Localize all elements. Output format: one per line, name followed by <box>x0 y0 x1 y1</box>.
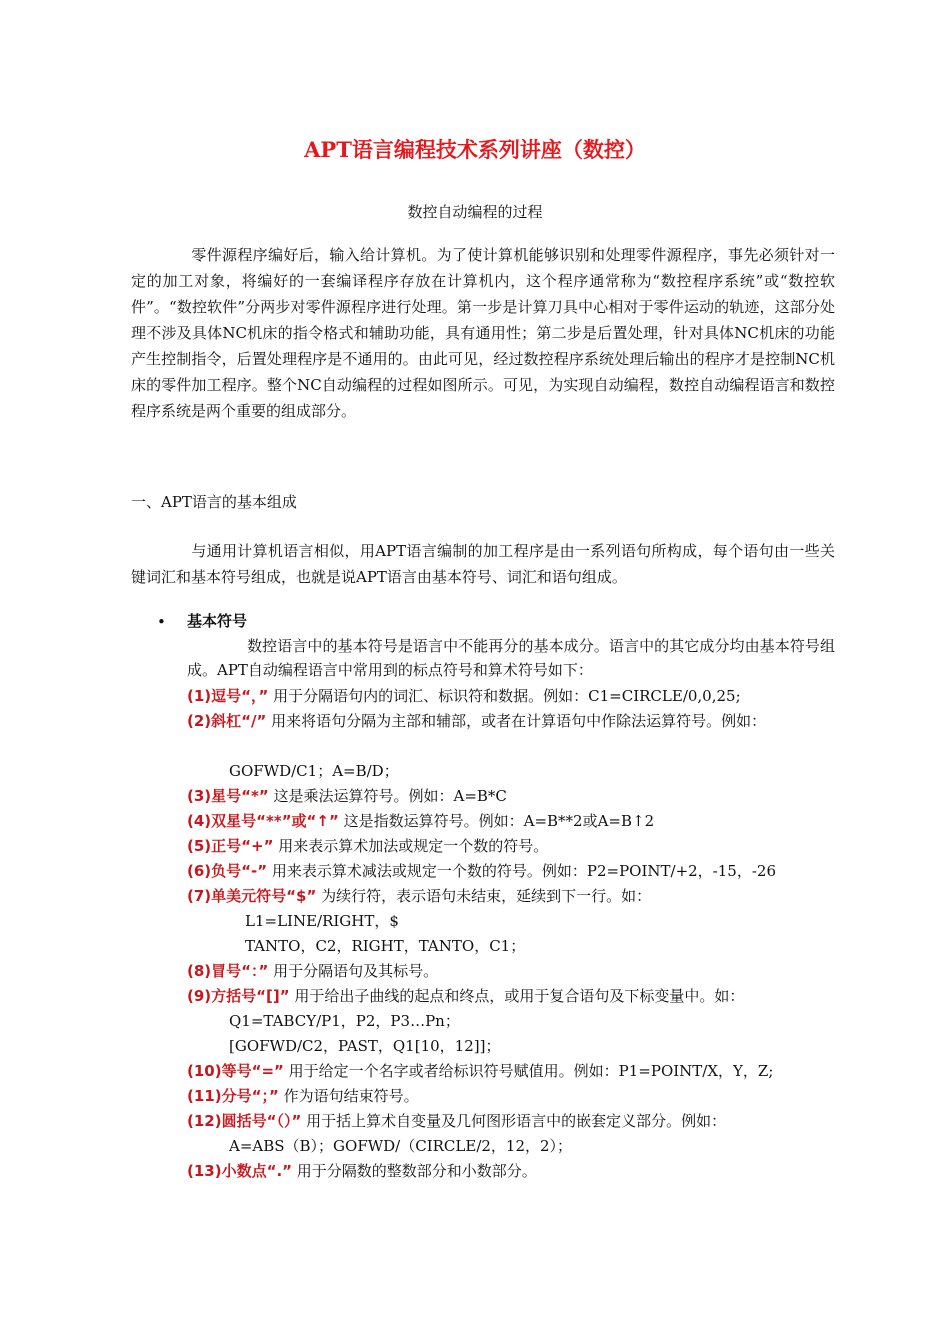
symbol-desc: 作为语句结束符号。 <box>278 1087 419 1105</box>
symbol-item <box>187 686 741 706</box>
symbols-intro-text: 数控语言中的基本符号是语言中不能再分的基本成分。语言中的其它成分均由基本符号组成。APT自动编程语言中常用到的标点符号和算术符号如下： <box>187 637 835 679</box>
symbol-item <box>187 711 766 731</box>
symbol-item <box>187 1161 537 1181</box>
symbol-item <box>187 836 548 856</box>
symbol-desc: 用来将语句分隔为主部和辅部，或者在计算语句中作除法运算符号。例如： <box>266 712 767 730</box>
symbol-label: (9)方括号“[]” <box>187 987 290 1005</box>
symbol-item <box>187 886 651 906</box>
code-line: [GOFWD/C2，PAST，Q1[10，12]]； <box>229 1037 501 1055</box>
section-paragraph <box>131 538 835 590</box>
symbol-desc: 用来表示算术减法或规定一个数的符号。例如：P2=POINT/+2，-15，-26 <box>267 862 776 880</box>
symbol-desc: 这是指数运算符号。例如：A=B**2或A=B↑2 <box>338 812 655 830</box>
document-subtitle: 数控自动编程的过程 <box>407 203 543 221</box>
bullet-dot: • <box>157 613 166 631</box>
symbol-item <box>187 861 776 881</box>
symbol-label: (13)小数点“.” <box>187 1162 293 1180</box>
symbol-item <box>187 1061 773 1081</box>
symbol-desc: 这是乘法运算符号。例如：A=B*C <box>268 787 507 805</box>
symbol-label: (11)分号“；” <box>187 1087 279 1105</box>
symbol-label: (8)冒号“：” <box>187 962 269 980</box>
symbol-label: (6)负号“-” <box>187 862 268 880</box>
symbol-desc: 用于分隔语句及其标号。 <box>268 962 439 980</box>
symbol-desc: 为续行符，表示语句未结束，延续到下一行。如： <box>316 887 652 905</box>
symbol-label: (10)等号“=” <box>187 1062 284 1080</box>
symbol-label: (4)双星号“**”或“↑” <box>187 812 339 830</box>
symbol-desc: 用于括上算术自变量及几何图形语言中的嵌套定义部分。例如： <box>301 1112 727 1130</box>
symbol-label: (12)圆括号“（）” <box>187 1112 302 1130</box>
symbol-desc: 用于给定一个名字或者给标识符号赋值用。例如：P1=POINT/X，Y，Z; <box>283 1062 774 1080</box>
symbol-item <box>187 811 654 831</box>
intro-text: 零件源程序编好后，输入给计算机。为了使计算机能够识别和处理零件源程序，事先必须针对一定的加工对象，将编好的一套编译程序存放在计算机内，这个程序通常称为“数控程序系统”或“数控软件”。“数控软件”分两步对零件源程序进行处理。第一步是计算刀具中心相对于零件运动的轨迹，这部分处理不涉及具体NC机床的指令格式和辅助功能，具有通用性；第二步是后置处理，针对具体NC机床的功能产生控制指令，后置处理程序是不通用的。由此可见，经过数控程序系统处理后输出的程序才是控制NC机床的零件加工程序。整个NC自动编程的过程如图所示。可见，为实现自动编程，数控自动编程语言和数控程序系统是两个重要的组成部分。 <box>131 246 835 420</box>
symbol-desc: 用来表示算术加法或规定一个数的符号。 <box>273 837 549 855</box>
symbol-item <box>187 786 507 806</box>
code-line: Q1=TABCY/P1，P2，P3…Pn； <box>229 1012 460 1030</box>
symbol-label: (5)正号“+” <box>187 837 274 855</box>
symbol-item <box>187 986 744 1006</box>
symbol-desc: 用于给出子曲线的起点和终点，或用于复合语句及下标变量中。如： <box>289 987 745 1005</box>
symbol-desc: 用于分隔语句内的词汇、标识符和数据。例如：C1=CIRCLE/0,0,25; <box>268 687 741 705</box>
symbol-desc: 用于分隔数的整数部分和小数部分。 <box>292 1162 537 1180</box>
symbol-item <box>187 1111 726 1131</box>
symbol-label: (7)单美元符号“$” <box>187 887 317 905</box>
bullet-label: 基本符号 <box>187 612 248 630</box>
symbol-label: (2)斜杠“/” <box>187 712 267 730</box>
intro-paragraph <box>131 242 835 424</box>
section-heading: 一、APT语言的基本组成 <box>131 493 297 511</box>
code-line: GOFWD/C1；A=B/D； <box>229 762 399 780</box>
code-line: TANTO，C2，RIGHT，TANTO，C1； <box>245 937 526 955</box>
code-line: L1=LINE/RIGHT，$ <box>245 912 399 930</box>
symbols-intro <box>187 634 835 682</box>
document-title: APT语言编程技术系列讲座（数控） <box>304 137 646 162</box>
symbol-item <box>187 1086 419 1106</box>
code-line: A=ABS（B）；GOFWD/（CIRCLE/2，12，2）； <box>229 1137 573 1155</box>
symbol-item <box>187 961 438 981</box>
section-text: 与通用计算机语言相似，用APT语言编制的加工程序是由一系列语句所构成，每个语句由一些关键词汇和基本符号组成，也就是说APT语言由基本符号、词汇和语句组成。 <box>131 542 835 586</box>
symbol-label: (3)星号“*” <box>187 787 269 805</box>
symbol-label: (1)逗号“，” <box>187 687 269 705</box>
